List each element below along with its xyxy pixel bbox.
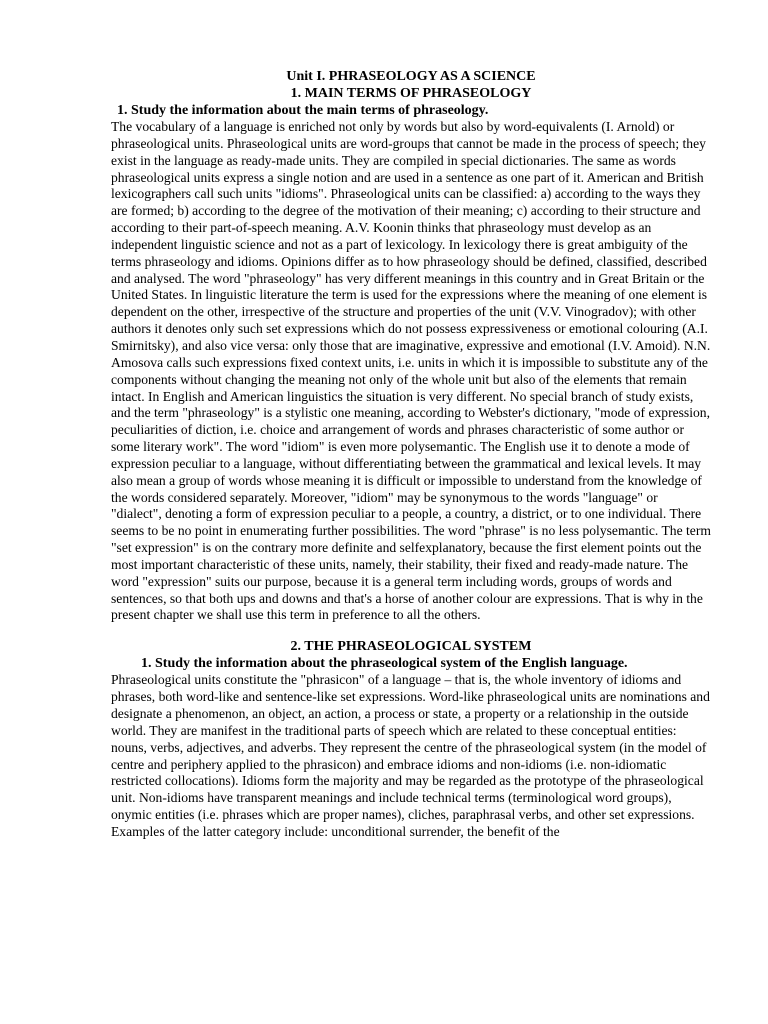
section-1-title: 1. MAIN TERMS OF PHRASEOLOGY [290,86,532,101]
section-2-body: Phraseological units constitute the "phrasicon" of a language – that is, the whole inventory of idioms and phrases, both word-like and sentence-like set expressions. Word-like phraseological units are nominations and designate a phenomenon, an object, an action, a process or state, a property or a relationship in the outside world. They are manifest in the traditional parts of speech which are related to these conceptual entities: nouns, verbs, adjectives, and adverbs. They represent the centre of the phraseological system (in the model of centre and periphery applied to the phrasicon) and embrace idioms and non-idioms (i.e. non-idiomatic restricted collocations). Idioms form the majority and may be regarded as the prototype of the phraseological unit. Non-idioms have transparent meanings and include technical terms (terminological word groups), onymic entities (i.e. phrases which are proper names), cliches, paraphrasal verbs, and other set expressions. Examples of the latter category include: unconditional surrender, the benefit of the [111,672,710,839]
section-1-task: 1. Study the information about the main terms of phraseology. [117,103,489,118]
document-page [111,68,711,841]
unit-title: Unit I. PHRASEOLOGY AS A SCIENCE [286,69,536,84]
section-gap [111,624,711,638]
section-1-body: The vocabulary of a language is enriched not only by words but also by word-equivalents (I. Arnold) or phraseological units. Phraseological units are word-groups that cannot be made in the process of speech; they exist in the language as ready-made units. They are compiled in special dictionaries. The same as words phraseological units express a single notion and are used in a sentence as one part of it. American and British lexicographers call such units "idioms". Phraseological units can be classified: a) according to the ways they are formed; b) according to the degree of the motivation of their meaning; c) according to their structure and according to their part-of-speech meaning. A.V. Koonin thinks that phraseology must develop as an independent linguistic science and not as a part of lexicology. In lexicology there is great ambiguity of the terms phraseology and idioms. Opinions differ as to how phraseology should be defined, classified, described and analysed. The word "phraseology" has very different meanings in this country and in Great Britain or the United States. In linguistic literature the term is used for the expressions where the meaning of one element is dependent on the other, irrespective of the structure and properties of the unit (V.V. Vinogradov); with other authors it denotes only such set expressions which do not possess expressiveness or emotional colouring (A.I. Smirnitsky), and also vice versa: only those that are imaginative, expressive and emotional (I.V. Amoid). N.N. Amosova calls such expressions fixed context units, i.e. units in which it is impossible to substitute any of the components without changing the meaning not only of the whole unit but also of the elements that remain intact. In English and American linguistics the situation is very different. No special branch of study exists, and the term "phraseology" is a stylistic one meaning, according to Webster's dictionary, "mode of expression, peculiarities of diction, i.e. choice and arrangement of words and phrases characteristic of some author or some literary work". The word "idiom" is even more polysemantic. The English use it to denote a mode of expression peculiar to a language, without differentiating between the grammatical and lexical levels. It may also mean a group of words whose meaning it is difficult or impossible to understand from the knowledge of the words considered separately. Moreover, "idiom" may be synonymous to the words "language" or "dialect", denoting a form of expression peculiar to a people, a country, a district, or to one individual. There seems to be no point in enumerating further possibilities. The word "phrase" is no less polysemantic. The term "set expression" is on the contrary more definite and selfexplanatory, because the first element points out the most important characteristic of these units, namely, their stability, their fixed and ready-made nature. The word "expression" suits our purpose, because it is a general term including words, groups of words and sentences, so that both ups and downs and that's a horse of another colour are expressions. That is why in the present chapter we shall use this term in preference to all the others. [111,119,711,623]
section-2-task: 1. Study the information about the phraseological system of the English language. [141,656,628,672]
section-2-title: 2. THE PHRASEOLOGICAL SYSTEM [290,639,532,655]
